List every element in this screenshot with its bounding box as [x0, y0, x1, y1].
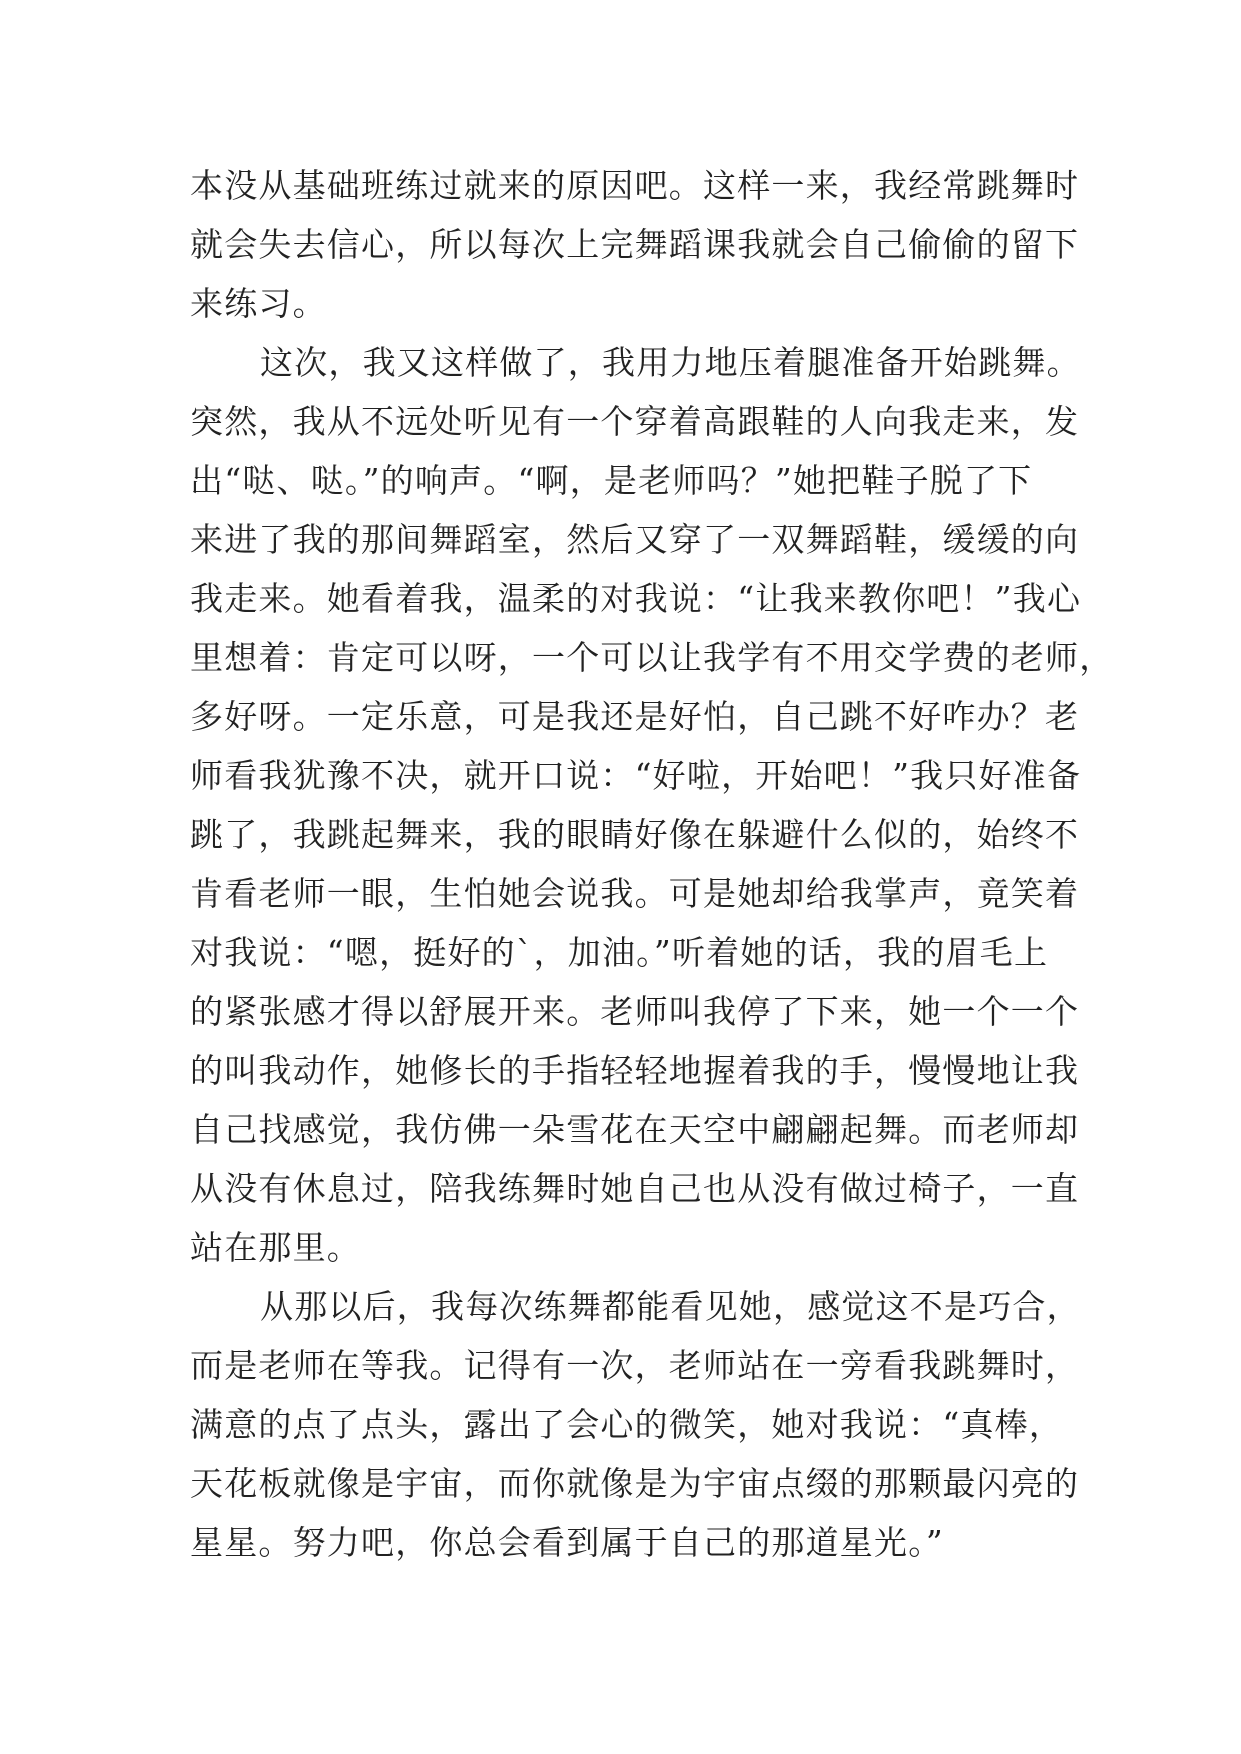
text-line: 来进了我的那间舞蹈室，然后又穿了一双舞蹈鞋，缓缓的向 [190, 520, 1080, 559]
paragraph-first-line: 这次，我又这样做了，我用力地压着腿准备开始跳舞。 [260, 343, 1081, 382]
text-line: 自己找感觉，我仿佛一朵雪花在天空中翩翩起舞。而老师却 [190, 1110, 1080, 1149]
text-line: 就会失去信心，所以每次上完舞蹈课我就会自己偷偷的留下 [190, 225, 1080, 264]
text-line: 来练习。 [190, 284, 327, 323]
text-line: 里想着：肯定可以呀，一个可以让我学有不用交学费的老师， [190, 638, 1114, 677]
text-line: 满意的点了点头，露出了会心的微笑，她对我说：“真棒， [190, 1405, 1064, 1444]
text-line: 本没从基础班练过就来的原因吧。这样一来，我经常跳舞时 [190, 166, 1080, 205]
text-line: 我走来。她看着我，温柔的对我说：“让我来教你吧！”我心 [190, 579, 1082, 618]
text-line: 对我说：“嗯，挺好的`，加油。”听着她的话，我的眉毛上 [190, 933, 1049, 972]
text-line: 而是老师在等我。记得有一次，老师站在一旁看我跳舞时， [190, 1346, 1080, 1385]
text-line: 出“哒、哒。”的响声。“啊，是老师吗？”她把鞋子脱了下 [190, 461, 1033, 500]
text-line: 星星。努力吧，你总会看到属于自己的那道星光。” [190, 1523, 944, 1562]
text-line: 跳了，我跳起舞来，我的眼睛好像在躲避什么似的，始终不 [190, 815, 1080, 854]
text-line: 的紧张感才得以舒展开来。老师叫我停了下来，她一个一个 [190, 992, 1080, 1031]
text-line: 多好呀。一定乐意，可是我还是好怕，自己跳不好咋办？老 [190, 697, 1080, 736]
text-line: 站在那里。 [190, 1228, 361, 1267]
paragraph-first-line: 从那以后，我每次练舞都能看见她，感觉这不是巧合， [260, 1287, 1081, 1326]
text-line: 突然，我从不远处听见有一个穿着高跟鞋的人向我走来，发 [190, 402, 1080, 441]
text-line: 肯看老师一眼，生怕她会说我。可是她却给我掌声，竟笑着 [190, 874, 1080, 913]
text-line: 从没有休息过，陪我练舞时她自己也从没有做过椅子，一直 [190, 1169, 1080, 1208]
body-text [190, 156, 1114, 1572]
text-line: 天花板就像是宇宙，而你就像是为宇宙点缀的那颗最闪亮的 [190, 1464, 1080, 1503]
text-line: 的叫我动作，她修长的手指轻轻地握着我的手，慢慢地让我 [190, 1051, 1080, 1090]
text-line: 师看我犹豫不决，就开口说：“好啦，开始吧！”我只好准备 [190, 756, 1082, 795]
